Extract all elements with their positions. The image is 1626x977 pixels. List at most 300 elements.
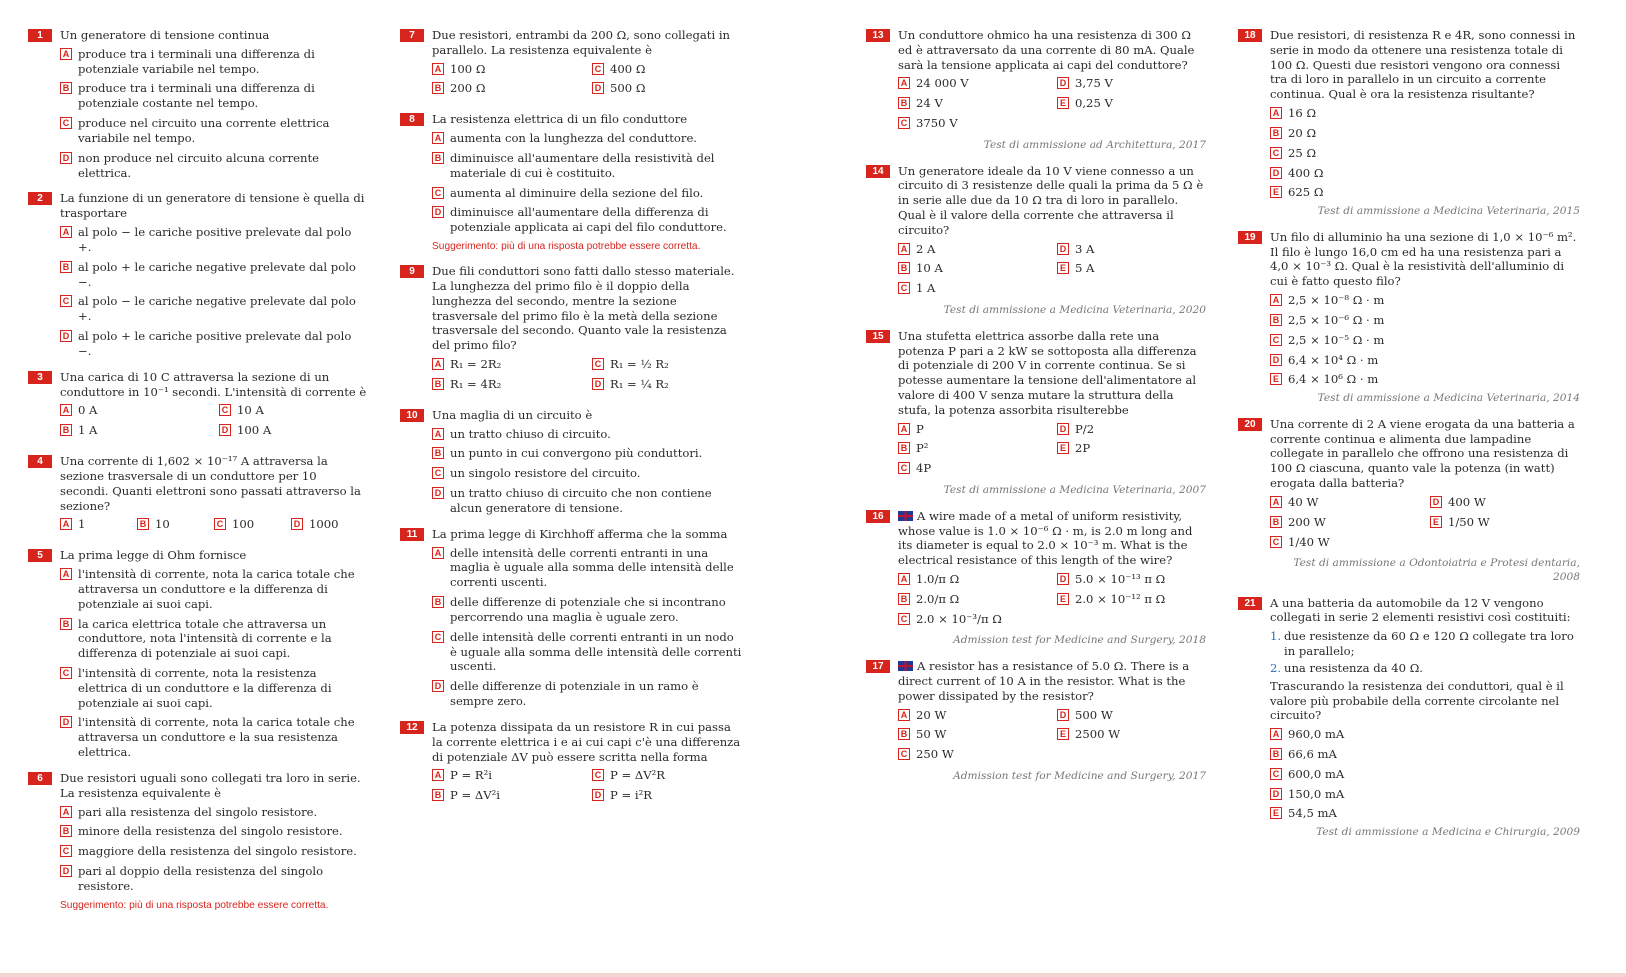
answer-option-c[interactable]	[432, 630, 742, 674]
option-text: 4P	[916, 461, 932, 476]
option-text: 50 W	[916, 727, 947, 742]
option-text: 5.0 × 10⁻¹³ π Ω	[1075, 572, 1166, 586]
answer-option-d[interactable]	[432, 205, 742, 235]
answer-options	[898, 572, 1206, 631]
option-letter-box: D	[60, 865, 72, 877]
answer-option-d[interactable]	[1057, 708, 1206, 723]
option-text: produce nel circuito una corrente elettrica variabile nel tempo.	[78, 116, 330, 145]
question-text	[1270, 596, 1580, 626]
option-letter-box: A	[1270, 496, 1282, 508]
answer-option-a[interactable]	[432, 131, 742, 146]
answer-option-b[interactable]	[432, 151, 742, 181]
answer-options	[60, 403, 368, 443]
option-text: 1 A	[916, 281, 936, 296]
question-number-badge: 13	[866, 29, 890, 42]
question-text	[898, 659, 1206, 703]
answer-option-a[interactable]	[432, 62, 582, 77]
question-text	[60, 454, 368, 513]
option-text: 2.0/π Ω	[916, 591, 960, 606]
option-letter-box: E	[1270, 373, 1282, 385]
answer-options	[898, 242, 1206, 301]
option-letter-box: B	[432, 152, 444, 164]
option-letter-box: E	[1270, 807, 1282, 819]
option-letter-box: E	[1057, 262, 1069, 274]
option-text: R₁ = 2R₂	[450, 357, 502, 372]
option-letter-box: B	[898, 97, 910, 109]
answer-option-a[interactable]	[898, 708, 1047, 723]
option-letter-box: B	[60, 618, 72, 630]
question-number-badge: 8	[400, 113, 424, 126]
option-letter-box: E	[1057, 593, 1069, 605]
option-text: 600,0 mA	[1288, 766, 1345, 781]
answer-option-d[interactable]	[291, 517, 368, 532]
question-text-content: Una maglia di un circuito è	[432, 407, 593, 422]
uk-flag-icon	[898, 661, 913, 671]
answer-option-d[interactable]	[1057, 242, 1206, 257]
option-text: l'intensità di corrente, nota la carica totale che attraversa un conduttore e la differenza di potenziale ai suoi capi.	[78, 567, 355, 611]
answer-option-d[interactable]	[60, 329, 368, 359]
question-number-badge: 14	[866, 165, 890, 178]
answer-option-b[interactable]	[432, 595, 742, 625]
answer-option-d[interactable]	[1270, 787, 1580, 802]
list-item	[1270, 661, 1580, 676]
answer-option-e[interactable]	[1270, 806, 1580, 821]
answer-options	[60, 517, 368, 537]
answer-option-c[interactable]	[898, 747, 1047, 762]
option-letter-box: A	[898, 77, 910, 89]
answer-option-c[interactable]	[432, 186, 742, 201]
option-text: 10	[155, 517, 170, 532]
answer-option-c[interactable]	[432, 466, 742, 481]
option-text: al polo + le cariche negative prelevate dal polo −.	[78, 259, 356, 289]
answer-option-b[interactable]	[137, 517, 214, 532]
question-4	[28, 454, 368, 537]
option-letter-box: D	[1057, 423, 1069, 435]
question-number-badge: 19	[1238, 231, 1262, 244]
option-letter-box: C	[898, 117, 910, 129]
option-text: P²	[916, 441, 929, 456]
option-letter-box: D	[432, 487, 444, 499]
answer-option-c[interactable]	[1270, 767, 1580, 782]
answer-options	[898, 708, 1206, 767]
answer-option-d[interactable]	[60, 864, 368, 894]
option-letter-box: D	[592, 789, 604, 801]
option-letter-box: D	[60, 716, 72, 728]
question-15	[866, 329, 1206, 498]
answer-option-d[interactable]	[1270, 166, 1580, 181]
question-text-content: Un conduttore ohmico ha una resistenza di 300 Ω ed è attraversato da una corrente di 80 mA. Quale sarà la tensione applicata ai capi del conduttore?	[898, 28, 1195, 72]
option-letter-box: C	[432, 631, 444, 643]
answer-options	[432, 357, 742, 397]
question-6	[28, 771, 368, 912]
answer-option-b[interactable]	[60, 81, 368, 111]
answer-option-d[interactable]	[1057, 76, 1206, 91]
option-text: aumenta con la lunghezza del conduttore.	[450, 131, 697, 146]
option-text: P	[916, 421, 924, 436]
source-citation: Test di ammissione a Medicina e Chirurgia, 2009	[1316, 826, 1580, 839]
option-text: 100	[232, 517, 255, 532]
question-text	[898, 164, 1206, 238]
option-letter-box: D	[219, 424, 231, 436]
option-text: R₁ = 4R₂	[450, 376, 502, 391]
answer-option-b[interactable]	[898, 592, 1047, 607]
option-letter-box: D	[1057, 573, 1069, 585]
answer-options	[898, 422, 1206, 481]
source-citation: Admission test for Medicine and Surgery, 2018	[953, 634, 1206, 647]
option-text: P = i²R	[610, 788, 652, 803]
option-text: 3 A	[1075, 241, 1095, 256]
question-text	[432, 112, 742, 127]
question-3	[28, 370, 368, 443]
answer-option-d[interactable]	[1270, 353, 1580, 368]
option-text: al polo − le cariche positive prelevate dal polo +.	[78, 225, 352, 254]
question-2	[28, 191, 368, 358]
answer-option-d[interactable]	[592, 81, 742, 96]
answer-option-b[interactable]	[898, 96, 1047, 111]
answer-options	[1270, 727, 1580, 821]
answer-option-b[interactable]	[1270, 313, 1580, 328]
option-letter-box: C	[898, 462, 910, 474]
option-text: minore della resistenza del singolo resistore.	[78, 824, 343, 839]
answer-option-c[interactable]	[214, 517, 291, 532]
column-1	[28, 28, 368, 923]
question-text-content: Una corrente di 2 A viene erogata da una batteria a corrente continua e alimenta due lampadine collegate in parallelo che offrono una resistenza di 100 Ω ciascuna, quanto vale la potenza (in watt) erogata dalla batteria?	[1270, 416, 1575, 491]
question-text	[60, 548, 368, 563]
answer-options	[432, 546, 742, 709]
answer-option-c[interactable]	[898, 461, 1047, 476]
column-4	[1238, 28, 1580, 851]
answer-options	[60, 805, 368, 894]
question-text	[1270, 28, 1580, 102]
answer-option-b[interactable]	[1270, 515, 1420, 530]
question-number-badge: 16	[866, 510, 890, 523]
option-text: 40 W	[1288, 494, 1319, 509]
question-8	[400, 112, 742, 253]
question-17	[866, 659, 1206, 784]
option-letter-box: D	[1057, 709, 1069, 721]
answer-option-d[interactable]	[1057, 422, 1206, 437]
answer-option-e[interactable]	[1057, 96, 1206, 111]
option-letter-box: C	[1270, 334, 1282, 346]
question-number-badge: 1	[28, 29, 52, 42]
answer-option-a[interactable]	[432, 546, 742, 590]
question-text-content: Due fili conduttori sono fatti dallo stesso materiale. La lunghezza del primo filo è il doppio della lunghezza del secondo, mentre la sezione trasversale del primo filo è la metà della sezione trasversale del secondo. Quanto vale la resistenza del primo filo?	[432, 264, 735, 353]
answer-options	[432, 62, 742, 102]
answer-option-d[interactable]	[60, 715, 368, 759]
answer-option-c[interactable]	[1270, 333, 1580, 348]
question-text-content: Una corrente di 1,602 × 10⁻¹⁷ A attraversa la sezione trasversale di un conduttore per 10 secondi. Quanti elettroni sono passati attraverso la sezione?	[60, 454, 361, 513]
question-followup-text: Trascurando la resistenza dei conduttori, qual è il valore più probabile della corrente circolante nel circuito?	[1270, 678, 1564, 723]
answer-option-a[interactable]	[432, 427, 742, 442]
source-citation: Admission test for Medicine and Surgery, 2017	[953, 770, 1206, 782]
question-text-content: La prima legge di Ohm fornisce	[60, 548, 247, 563]
question-text-content: Un generatore ideale da 10 V viene connesso a un circuito di 3 resistenze delle quali la prima da 5 Ω è in serie alle due da 10 Ω tra di loro in parallelo. Qual è il valore della corrente che attraversa il circuito?	[898, 163, 1204, 237]
question-number-badge: 18	[1238, 29, 1262, 42]
option-text: 5 A	[1075, 261, 1095, 276]
option-text: 2,5 × 10⁻⁵ Ω · m	[1288, 332, 1385, 347]
option-text: 2 A	[916, 241, 936, 256]
answer-option-e[interactable]	[1270, 185, 1580, 200]
answer-options	[432, 427, 742, 516]
question-text	[432, 720, 742, 764]
option-text: 2.0 × 10⁻³/π Ω	[916, 611, 1002, 626]
option-text: 2,5 × 10⁻⁶ Ω · m	[1288, 312, 1385, 327]
option-text: 250 W	[916, 747, 954, 762]
answer-option-a[interactable]	[1270, 293, 1580, 308]
source-citation: Test di ammissione a Medicina Veterinaria, 2020	[943, 304, 1206, 317]
question-text-content: A resistor has a resistance of 5.0 Ω. There is a direct current of 10 A in the resistor. What is the power dissipated by the resistor?	[898, 659, 1190, 703]
option-letter-box: B	[432, 378, 444, 390]
option-text: 1	[78, 517, 86, 532]
option-letter-box: C	[432, 187, 444, 199]
question-10	[400, 408, 742, 516]
answer-option-d[interactable]	[432, 486, 742, 516]
answer-option-b[interactable]	[60, 824, 368, 839]
answer-option-d[interactable]	[432, 679, 742, 709]
answer-options	[60, 47, 368, 181]
option-letter-box: E	[1057, 97, 1069, 109]
option-text: pari alla resistenza del singolo resistore.	[78, 804, 318, 819]
option-text: 400 W	[1448, 494, 1486, 509]
option-text: delle differenze di potenziale che si incontrano percorrendo una maglia è uguale zero.	[450, 595, 726, 624]
option-letter-box: C	[214, 518, 226, 530]
option-letter-box: A	[60, 568, 72, 580]
question-16	[866, 509, 1206, 648]
uk-flag-icon	[898, 511, 913, 521]
question-text-content: Una carica di 10 C attraversa la sezione di un conduttore in 10⁻¹ secondi. L'intensità di corrente è	[60, 369, 367, 399]
option-text: 66,6 mA	[1288, 747, 1337, 761]
source-citation: Test di ammissione a Medicina Veterinaria, 2015	[1317, 205, 1580, 218]
answer-option-b[interactable]	[898, 727, 1047, 742]
option-letter-box: B	[137, 518, 149, 530]
answer-option-a[interactable]	[1270, 106, 1580, 121]
answer-option-a[interactable]	[898, 242, 1047, 257]
question-number-badge: 2	[28, 192, 52, 205]
option-text: non produce nel circuito alcuna corrente elettrica.	[78, 150, 319, 180]
option-letter-box: A	[1270, 728, 1282, 740]
question-11	[400, 527, 742, 709]
answer-option-c[interactable]	[1270, 146, 1580, 161]
question-number-badge: 20	[1238, 418, 1262, 431]
question-text-content: La prima legge di Kirchhoff afferma che la somma	[432, 526, 728, 541]
source-citation: Test di ammissione a Odontoiatria e Protesi dentaria, 2008	[1293, 557, 1580, 583]
option-letter-box: B	[898, 262, 910, 274]
option-letter-box: D	[1270, 788, 1282, 800]
option-letter-box: A	[60, 226, 72, 238]
answer-option-a[interactable]	[432, 357, 582, 372]
option-letter-box: A	[432, 769, 444, 781]
answer-option-c[interactable]	[60, 116, 368, 146]
answer-option-e[interactable]	[1057, 441, 1206, 456]
answer-option-b[interactable]	[432, 446, 742, 461]
answer-option-b[interactable]	[432, 788, 582, 803]
answer-option-b[interactable]	[60, 260, 368, 290]
option-text: 100 A	[237, 423, 272, 438]
question-text-content: La potenza dissipata da un resistore R in cui passa la corrente elettrica i e ai cui capi c'è una differenza di potenziale ΔV può essere scritta nella forma	[432, 719, 741, 764]
option-letter-box: A	[60, 518, 72, 530]
answer-option-e[interactable]	[1430, 515, 1580, 530]
option-letter-box: A	[432, 358, 444, 370]
option-letter-box: C	[592, 769, 604, 781]
option-letter-box: C	[592, 63, 604, 75]
option-text: un singolo resistore del circuito.	[450, 466, 641, 481]
answer-options	[1270, 495, 1580, 554]
hint-text: Suggerimento: più di una risposta potrebbe essere corretta.	[432, 241, 701, 253]
option-text: diminuisce all'aumentare della differenza di potenziale applicata ai capi del filo conduttore.	[450, 205, 727, 235]
answer-option-a[interactable]	[60, 403, 209, 418]
option-text: l'intensità di corrente, nota la carica totale che attraversa un conduttore e la sua resistenza elettrica.	[78, 715, 355, 760]
answer-option-d[interactable]	[60, 151, 368, 181]
option-text: 3750 V	[916, 116, 958, 131]
answer-option-d[interactable]	[1430, 495, 1580, 510]
answer-option-b[interactable]	[432, 377, 582, 392]
question-number-badge: 4	[28, 455, 52, 468]
answer-option-c[interactable]	[898, 612, 1047, 627]
option-letter-box: D	[1430, 496, 1442, 508]
option-text: 20 W	[916, 707, 947, 722]
option-letter-box: E	[1430, 516, 1442, 528]
question-text-content: Due resistori uguali sono collegati tra loro in serie. La resistenza equivalente è	[60, 770, 361, 800]
option-letter-box: A	[432, 547, 444, 559]
option-letter-box: D	[1270, 167, 1282, 179]
answer-option-a[interactable]	[898, 76, 1047, 91]
option-text: aumenta al diminuire della sezione del filo.	[450, 185, 704, 200]
hint-text: Suggerimento: più di una risposta potrebbe essere corretta.	[60, 899, 329, 911]
option-letter-box: B	[60, 825, 72, 837]
option-letter-box: B	[432, 789, 444, 801]
question-text	[60, 370, 368, 400]
option-text: 16 Ω	[1288, 106, 1317, 121]
answer-option-b[interactable]	[1270, 747, 1580, 762]
option-text: 1/40 W	[1288, 534, 1330, 549]
answer-option-b[interactable]	[60, 423, 209, 438]
question-14	[866, 164, 1206, 318]
answer-option-c[interactable]	[1270, 535, 1420, 550]
option-text: 6,4 × 10⁴ Ω · m	[1288, 352, 1379, 367]
answer-option-e[interactable]	[1057, 592, 1206, 607]
option-letter-box: B	[60, 82, 72, 94]
answer-option-d[interactable]	[592, 377, 742, 392]
option-text: delle differenze di potenziale in un ramo è sempre zero.	[450, 679, 699, 709]
option-letter-box: C	[219, 404, 231, 416]
answer-option-a[interactable]	[60, 805, 368, 820]
option-text: al polo + le cariche positive prelevate dal polo −.	[78, 329, 352, 358]
option-text: 150,0 mA	[1288, 786, 1345, 801]
option-letter-box: E	[1270, 186, 1282, 198]
question-text	[1270, 230, 1580, 289]
answer-option-c[interactable]	[592, 62, 742, 77]
question-12	[400, 720, 742, 808]
answer-option-a[interactable]	[432, 768, 582, 783]
option-text: 400 Ω	[610, 61, 646, 76]
answer-option-d[interactable]	[1057, 572, 1206, 587]
answer-option-d[interactable]	[592, 788, 742, 803]
question-text	[60, 771, 368, 801]
question-text	[432, 28, 742, 58]
option-letter-box: A	[898, 423, 910, 435]
answer-option-c[interactable]	[592, 357, 742, 372]
question-text	[60, 191, 368, 221]
answer-option-d[interactable]	[219, 423, 368, 438]
answer-option-b[interactable]	[898, 441, 1047, 456]
option-letter-box: C	[898, 282, 910, 294]
question-19	[1238, 230, 1580, 406]
option-text: 1 A	[78, 423, 98, 438]
answer-option-c[interactable]	[592, 768, 742, 783]
option-text: un punto in cui convergono più conduttori.	[450, 446, 703, 461]
option-letter-box: C	[1270, 147, 1282, 159]
question-text	[898, 509, 1206, 568]
answer-option-b[interactable]	[60, 617, 368, 661]
source-citation: Test di ammissione ad Architettura, 2017	[983, 138, 1206, 151]
option-text: al polo − le cariche negative prelevate dal polo +.	[78, 294, 356, 324]
list-item-text: due resistenze da 60 Ω e 120 Ω collegate tra loro in parallelo;	[1284, 629, 1574, 659]
question-text-content: Un filo di alluminio ha una sezione di 1,0 × 10⁻⁶ m². Il filo è lungo 16,0 cm ed ha una resistenza pari a 4,0 × 10⁻³ Ω. Qual è la resistività dell'alluminio di cui è fatto questo filo?	[1270, 229, 1577, 289]
option-text: l'intensità di corrente, nota la resistenza elettrica di un conduttore e la differenza di potenziale ai suoi capi.	[78, 665, 332, 710]
option-letter-box: C	[898, 613, 910, 625]
option-text: 200 W	[1288, 514, 1326, 529]
answer-option-c[interactable]	[60, 844, 368, 859]
bottom-rule	[0, 973, 1626, 977]
answer-option-c[interactable]	[60, 666, 368, 710]
question-text-content: La resistenza elettrica di un filo conduttore	[432, 112, 688, 127]
option-text: 2,5 × 10⁻⁸ Ω · m	[1288, 293, 1385, 308]
question-number-badge: 5	[28, 549, 52, 562]
question-text	[60, 28, 368, 43]
option-text: la carica elettrica totale che attraversa un conduttore, nota l'intensità di corrente e la differenza di potenziale ai suoi capi.	[78, 616, 332, 661]
option-letter-box: D	[60, 152, 72, 164]
option-letter-box: C	[60, 845, 72, 857]
option-text: maggiore della resistenza del singolo resistore.	[78, 844, 357, 859]
answer-option-c[interactable]	[898, 281, 1047, 296]
answer-option-a[interactable]	[1270, 495, 1420, 510]
column-2	[400, 28, 742, 819]
question-1	[28, 28, 368, 180]
option-letter-box: B	[1270, 127, 1282, 139]
answer-option-a[interactable]	[60, 47, 368, 77]
answer-option-e[interactable]	[1270, 372, 1580, 387]
answer-option-b[interactable]	[1270, 126, 1580, 141]
option-text: 10 A	[916, 261, 943, 276]
option-letter-box: B	[1270, 748, 1282, 760]
answer-option-a[interactable]	[1270, 727, 1580, 742]
option-text: 2.0 × 10⁻¹² π Ω	[1075, 591, 1166, 606]
answer-option-a[interactable]	[60, 517, 137, 532]
answer-options	[432, 131, 742, 235]
answer-option-e[interactable]	[1057, 261, 1206, 276]
option-letter-box: E	[1057, 442, 1069, 454]
question-text-content: Una stufetta elettrica assorbe dalla rete una potenza P pari a 2 kW se sottoposta alla differenza di potenziale di 200 V in corrente continua. Se si potesse aumentare la tensione dell'alimentatore al valore di 400 V senza mutare la struttura della stufa, la potenza assorbita risulterebbe	[898, 328, 1197, 417]
option-letter-box: C	[592, 358, 604, 370]
answer-option-c[interactable]	[60, 294, 368, 324]
option-text: 100 Ω	[450, 61, 486, 76]
answer-option-a[interactable]	[60, 225, 368, 255]
question-21	[1238, 596, 1580, 840]
option-letter-box: C	[1270, 536, 1282, 548]
source-citation: Test di ammissione a Medicina Veterinaria, 2014	[1317, 392, 1580, 405]
answer-option-a[interactable]	[898, 572, 1047, 587]
answer-option-c[interactable]	[898, 116, 1047, 131]
answer-option-c[interactable]	[219, 403, 368, 418]
answer-option-a[interactable]	[60, 567, 368, 611]
answer-option-b[interactable]	[432, 81, 582, 96]
answer-option-b[interactable]	[898, 261, 1047, 276]
question-number-badge: 15	[866, 330, 890, 343]
answer-option-e[interactable]	[1057, 727, 1206, 742]
question-text-content: A una batteria da automobile da 12 V vengono collegati in serie 2 elementi resistivi così costituiti:	[1270, 595, 1571, 625]
question-number-badge: 17	[866, 660, 890, 673]
answer-option-a[interactable]	[898, 422, 1047, 437]
